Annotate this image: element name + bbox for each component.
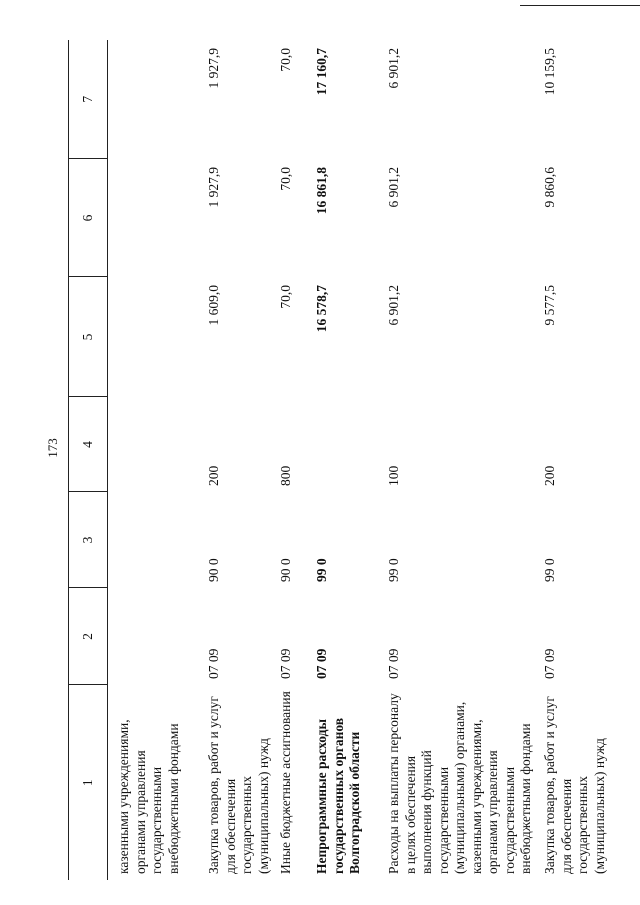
- page-number: 173: [45, 438, 60, 458]
- top-rule: [520, 5, 640, 6]
- rotated-page-content: [68, 40, 628, 880]
- header-row: [69, 40, 108, 880]
- expense-code: 800: [278, 465, 293, 486]
- row-name: Закупка товаров, работ и услуг для обеспечения государственных (муниципальных) нужд: [206, 696, 271, 874]
- table-row: [542, 40, 608, 880]
- expense-code: 100: [386, 465, 401, 486]
- value-col-5: 16 578,7: [314, 285, 329, 333]
- value-col-6: 16 861,8: [314, 167, 329, 215]
- value-col-5: 70,0: [278, 285, 293, 309]
- header-col-2: 2: [69, 588, 108, 685]
- table-row: [314, 40, 386, 880]
- row-name: казенными учреждениями, органами управления государственными внебюджетными фондами: [116, 719, 181, 874]
- value-col-6: 6 901,2: [386, 167, 401, 208]
- row-name: Непрограммные расходы государственных органов Волгоградской области: [314, 717, 362, 874]
- value-col-6: [108, 159, 207, 277]
- value-col-5: 9 577,5: [542, 285, 557, 326]
- header-col-7: 7: [69, 40, 108, 159]
- header-col-5: 5: [69, 277, 108, 397]
- value-col-5: [108, 277, 207, 397]
- section-code: [108, 588, 207, 685]
- section-code: 07 09: [314, 648, 329, 679]
- section-code: 07 09: [206, 648, 221, 679]
- section-code: 07 09: [386, 648, 401, 679]
- value-col-6: 9 860,6: [542, 167, 557, 208]
- table-row: [278, 40, 314, 880]
- row-name: Закупка товаров, работ и услуг для обеспечения государственных (муниципальных) нужд: [542, 696, 607, 874]
- value-col-5: 1 609,0: [206, 285, 221, 326]
- budget-table: [68, 40, 608, 880]
- section-code: 07 09: [542, 648, 557, 679]
- expense-code: 200: [542, 465, 557, 486]
- value-col-5: 6 901,2: [386, 285, 401, 326]
- row-name: Расходы на выплаты персоналу в целях обеспечения выполнения функций государственными (муниципальными) органами, казенными учреждениями, органами управления государственными внебюджетными фондами: [386, 693, 533, 874]
- value-col-7: 6 901,2: [386, 48, 401, 89]
- target-code: 90 0: [278, 558, 293, 582]
- value-col-7: [108, 40, 207, 159]
- value-col-7: 10 159,5: [542, 48, 557, 96]
- expense-code: [314, 397, 386, 492]
- header-col-6: 6: [69, 159, 108, 277]
- expense-code: 200: [206, 465, 221, 486]
- header-col-1: 1: [69, 685, 108, 880]
- value-col-7: 1 927,9: [206, 48, 221, 89]
- table-row: [108, 40, 207, 880]
- table-row: [206, 40, 278, 880]
- table-row: [386, 40, 542, 880]
- section-code: 07 09: [278, 648, 293, 679]
- header-col-3: 3: [69, 492, 108, 588]
- value-col-6: 1 927,9: [206, 167, 221, 208]
- target-code: 90 0: [206, 558, 221, 582]
- value-col-6: 70,0: [278, 167, 293, 191]
- target-code: 99 0: [542, 558, 557, 582]
- target-code: 99 0: [314, 558, 329, 582]
- value-col-7: 17 160,7: [314, 48, 329, 96]
- target-code: [108, 492, 207, 588]
- target-code: 99 0: [386, 558, 401, 582]
- row-name: Иные бюджетные ассигнования: [278, 691, 293, 874]
- value-col-7: 70,0: [278, 48, 293, 72]
- expense-code: [108, 397, 207, 492]
- header-col-4: 4: [69, 397, 108, 492]
